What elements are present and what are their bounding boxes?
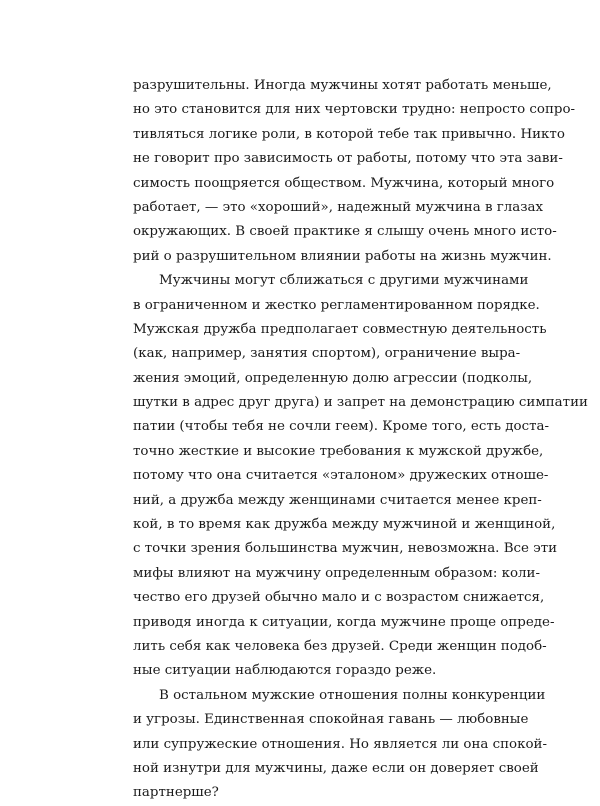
- text-line: партнерше?: [133, 785, 219, 801]
- text-line: (как, например, занятия спортом), ограничение выра-: [133, 346, 521, 362]
- text-line: работает, — это «хороший», надежный мужчина в глазах: [133, 199, 544, 215]
- text-line: разрушительны. Иногда мужчины хотят работать меньше,: [133, 78, 552, 93]
- text-line: В остальном мужские отношения полны конкуренции: [159, 687, 546, 703]
- text-line: шутки в адрес друг друга) и запрет на демонстрацию симпатии: [133, 395, 588, 411]
- text-line: кой, в то время как дружба между мужчиной и женщиной,: [133, 517, 556, 533]
- text-line: потому что она считается «эталоном» дружеских отноше-: [133, 468, 549, 484]
- text-line: или супружеские отношения. Но является ли она спокой-: [133, 736, 547, 752]
- text-line: точно жесткие и высокие требования к мужской дружбе,: [133, 443, 544, 459]
- text-line: Мужская дружба предполагает совместную деятельность: [133, 321, 547, 337]
- text-line: в ограниченном и жестко регламентированном порядке.: [133, 297, 540, 313]
- text-line: ной изнутри для мужчины, даже если он доверяет своей: [133, 760, 539, 776]
- text-line: Мужчины могут сближаться с другими мужчинами: [159, 273, 529, 289]
- text-line: лить себя как человека без друзей. Среди женщин подоб-: [133, 638, 547, 654]
- text-line: с точки зрения большинства мужчин, невозможна. Все эти: [133, 541, 558, 557]
- text-line: патии (чтобы тебя не сочли геем). Кроме того, есть доста-: [133, 419, 550, 435]
- text-line: мифы влияют на мужчину определенным образом: коли-: [133, 565, 540, 581]
- text-line: рий о разрушительном влиянии работы на жизнь мужчин.: [133, 248, 552, 264]
- text-line: окружающих. В своей практике я слышу очень много исто-: [133, 224, 557, 240]
- text-line: и угрозы. Единственная спокойная гавань — любовные: [133, 712, 529, 728]
- text-line: чество его друзей обычно мало и с возрастом снижается,: [133, 590, 545, 606]
- body-text: [133, 74, 588, 806]
- text-line: но это становится для них чертовски трудно: непросто сопро-: [133, 102, 576, 118]
- text-line: ний, а дружба между женщинами считается менее креп-: [133, 492, 542, 508]
- paragraph: [133, 684, 547, 806]
- text-line: не говорит про зависимость от работы, потому что эта зави-: [133, 151, 563, 167]
- text-line: тивляться логике роли, в которой тебе так привычно. Никто: [133, 126, 565, 142]
- text-line: жения эмоций, определенную долю агрессии (подколы,: [133, 370, 533, 386]
- paragraph: [133, 269, 588, 684]
- text-line: симость поощряется обществом. Мужчина, который много: [133, 175, 555, 191]
- paragraph: [133, 74, 576, 269]
- text-line: приводя иногда к ситуации, когда мужчине проще опреде-: [133, 614, 555, 630]
- text-line: ные ситуации наблюдаются гораздо реже.: [133, 663, 437, 679]
